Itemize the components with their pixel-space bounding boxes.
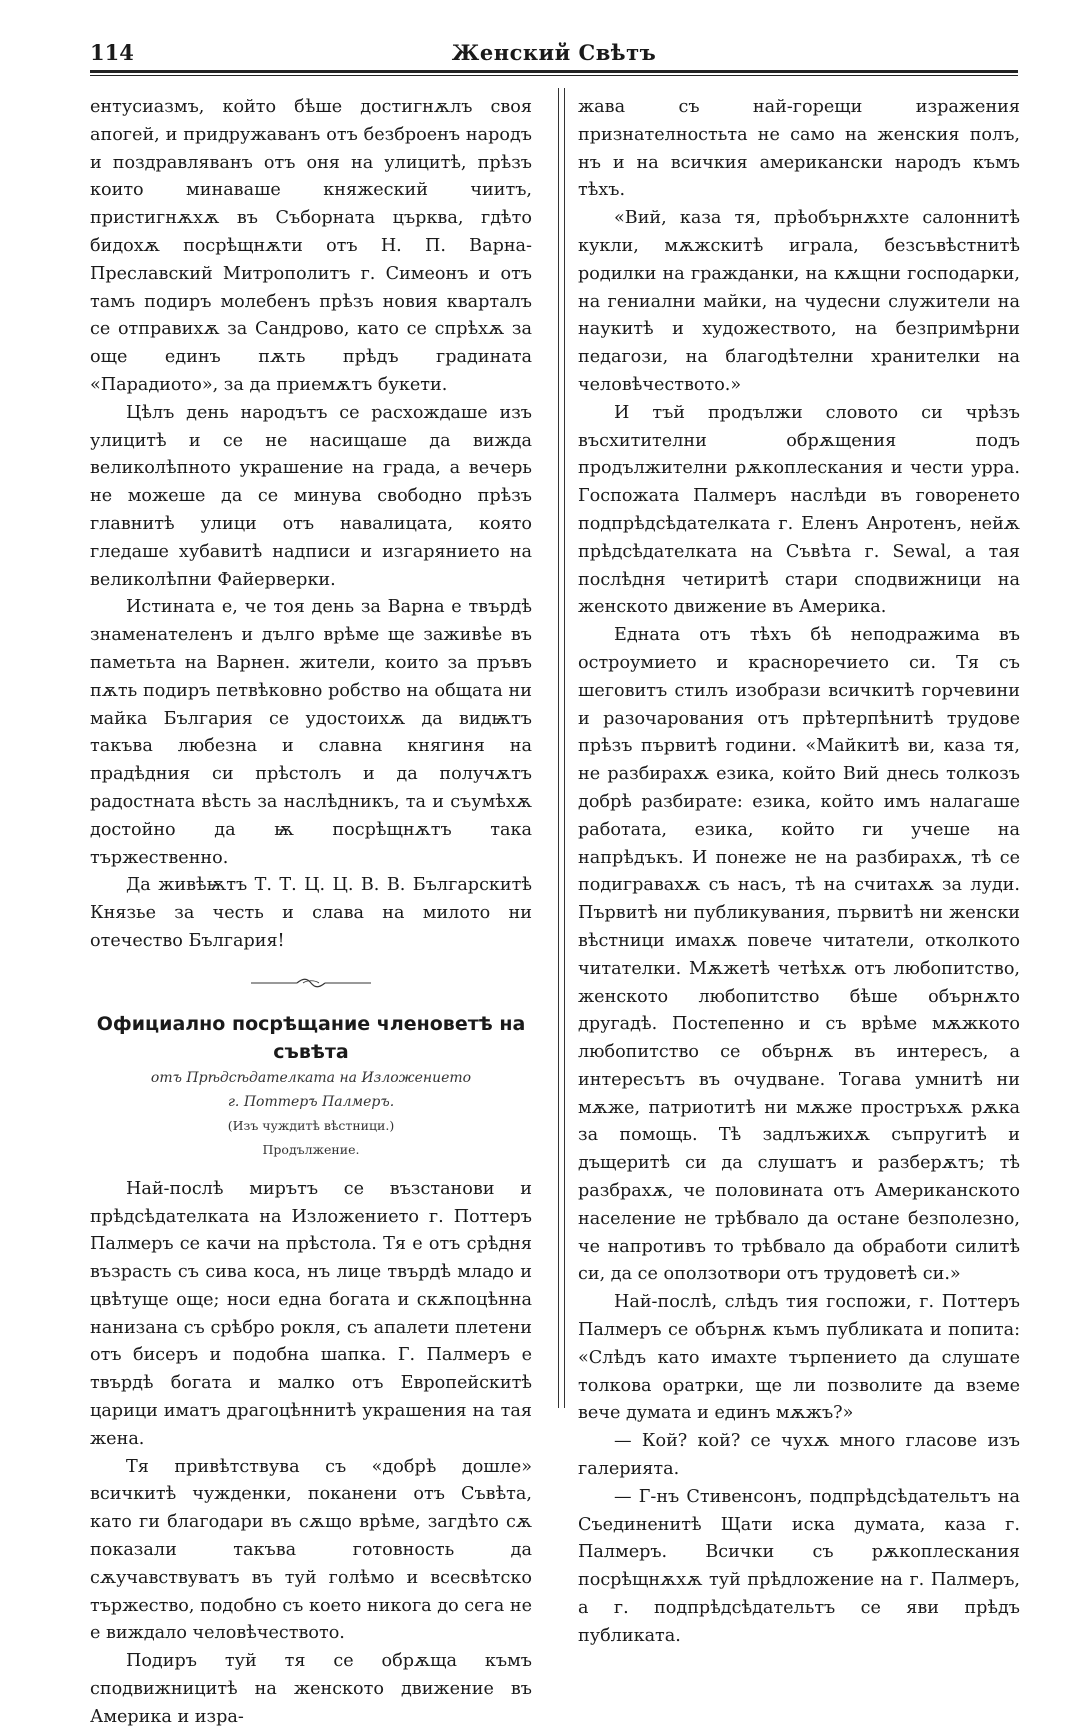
paragraph: Най-послѣ, слѣдъ тия госпожи, г. Поттеръ Палмеръ се обърнѫ къмъ публиката и попита: «Слѣдъ като имахте търпението да слушате толкова оратрки, ще ли позволите да вземе вече думата и единъ мѫжъ?» [578, 1292, 1020, 1424]
header-rule-thin [90, 75, 1018, 76]
paragraph: — Г-нъ Стивенсонъ, подпрѣдсѣдательтъ на Съединенитѣ Щати иска думата, каза г. Палмеръ. Всички съ рѫкоплескания посрѣщнѫхѫ туй прѣдложение на г. Палмеръ, а г. подпрѣдсѣдательтъ се яви прѣдъ публиката. [578, 1486, 1020, 1646]
paragraph: Истината е, че тоя день за Варна е твърдѣ знаменателенъ и дълго врѣме ще заживѣе въ паметьта на Варнен. жители, които за пръвъ пѫть подиръ петвѣковно робство на общата ни майка България се удостоихѫ да видѭтъ такъва любезна и славна княгиня на прадѣдния си прѣстолъ и да получѫтъ радостната вѣсть за наслѣдникъ, та и съумѣхѫ достойно да ѭ посрѣщнѫтъ така тържественно. [90, 597, 532, 868]
right-column [578, 94, 1020, 1651]
paragraph: — Кой? кой? се чухѫ много гласове изъ галерията. [578, 1431, 1020, 1480]
left-column [90, 94, 532, 1732]
paragraph: ентусиазмъ, който бѣше достигнѫлъ своя апогей, и придружаванъ отъ безброенъ народъ и поздравляванъ отъ оня на улицитѣ, прѣзъ които минаваше княжеский чиитъ, пристигнѫхѫ въ Съборната църква, гдѣто бидохѫ посрѣщнѫти отъ Н. П. Варна-Преславский Митрополитъ г. Симеонъ и отъ тамъ подиръ молебенъ прѣзъ новия кварталъ се отправихѫ за Сандрово, като се спрѣхѫ за още единъ пѫть прѣдъ градината «Парадиото», за да приемѫтъ букети. [90, 97, 532, 395]
paragraph: жава съ най-горещи изражения признателностьта не само на женския полъ, нъ и на всичкия американски народъ къмъ тѣхъ. [578, 97, 1020, 201]
page-number: 114 [90, 40, 134, 65]
article-title: Официално посрѣщание членоветѣ на съвѣта [96, 1012, 526, 1063]
paragraph: Подиръ туй тя се обрѫща къмъ сподвижницитѣ на женското движение въ Америка и изра- [90, 1651, 532, 1727]
page-header [90, 40, 1018, 68]
paragraph: Цѣлъ день народътъ се расхождаше изъ улицитѣ и се не насищаше да вижда великолѣпното украшение на града, а вечерь не можеше да се минува свободно прѣзъ главнитѣ улици отъ навалицата, която гледаше хубавитѣ надписи и изгарянието на великолѣпни Файерверки. [90, 402, 532, 590]
article-subtitle: отъ Прѣдсѣдателката на Изложението [150, 1069, 472, 1086]
paragraph: Да живѣѭтъ Т. Т. Ц. Ц. В. В. Българскитѣ Князье за честь и слава на милото ни отечество България! [90, 875, 532, 951]
article-continuation: Продължение. [262, 1141, 360, 1157]
paragraph: Тя привѣтствува съ «добрѣ дошле» всичкитѣ чужденки, поканени отъ Съвѣта, като ги благодари въ сѫщо врѣме, загдѣто сѫ показали такъва готовность да сѫучавствуватъ въ туй голѣмо и всесвѣтско тържество, подобно съ което никога до сега не е виждало человѣчеството. [90, 1456, 532, 1644]
paragraph: Едната отъ тѣхъ бѣ неподражима въ остроумието и красноречието си. Тя съ шеговитъ стилъ изобрази всичкитѣ горчевини и разочарования отъ прѣтерпѣнитѣ трудове прѣзъ първитѣ години. «Майкитѣ ви, каза тя, не разбирахѫ езика, който Вий днесь толкозъ добрѣ разбирате: езика, който имъ налагаше работата, езика, който ги учеше на напрѣдъкъ. И понеже не на разбирахѫ, тѣ се подигравахѫ съ насъ, тѣ на считахѫ за луди. Първитѣ ни публикувания, първитѣ ни женски вѣстници имахѫ повече читатели, отколкото читателки. Мѫжетѣ четѣхѫ отъ любопитство, женското любопитство бѣше обърнѫто другадѣ. Постепенно и съ врѣме мѫжкото любопитство се обърнѫ въ интересъ, а интересътъ въ очудване. Тогава умнитѣ ни мѫже, патриотитѣ ни мѫже простръхѫ рѫка за помощь. Тѣ задлъжихѫ съпругитѣ и дъщеритѣ си да слушатъ и разберѫтъ; тѣ разбрахѫ, че половината отъ Американското население не трѣбвало да остане безполезно, че напротивъ то трѣбвало да обработи силитѣ си, да се оползотвори отъ трудоветѣ си.» [578, 625, 1020, 1285]
header-rule-thick [90, 70, 1018, 73]
column-divider [558, 88, 565, 1408]
article-author: г. Поттеръ Палмеръ. [227, 1093, 395, 1110]
section-ornament [251, 978, 371, 988]
paragraph: И тъй продължи словото си чрѣзъ въсхитителни обрѫщения подъ продължителни рѫкоплескания и чести урра. Госпожата Палмеръ наслѣди въ говоренето подпрѣдсѣдателката г. Еленъ Анротенъ, нейѫ прѣдсѣдателката на Съвѣта г. Sewal, а тая послѣдня четиритѣ стари сподвижници на женското движение въ Америка. [578, 402, 1020, 618]
journal-title: Женский Свѣтъ [451, 40, 657, 65]
article-source: (Изъ чуждитѣ вѣстници.) [227, 1117, 395, 1133]
paragraph: «Вий, каза тя, прѣобърнѫхте салоннитѣ кукли, мѫжскитѣ играла, безсъвѣстнитѣ родилки на гражданки, на кѫщни господарки, на гениални майки, на чудесни служители на наукитѣ и художеството, на безпримѣрни педагози, на благодѣтелни хранителки на человѣчеството.» [578, 208, 1020, 395]
paragraph: Най-послѣ мирътъ се възстанови и прѣдсѣдателката на Изложението г. Поттеръ Палмеръ се качи на прѣстола. Тя е отъ срѣдня възрасть съ сива коса, нъ лице твърдѣ младо и цвѣтуще още; носи една богата и скѫпоцѣнна нанизана съ срѣбро рокля, съ апалети плетени отъ бисеръ и подобна шапка. Г. Палмеръ е твърдѣ богата и малко отъ Европейскитѣ царици иматъ драгоцѣннитѣ украшения на тая жена. [90, 1178, 532, 1449]
